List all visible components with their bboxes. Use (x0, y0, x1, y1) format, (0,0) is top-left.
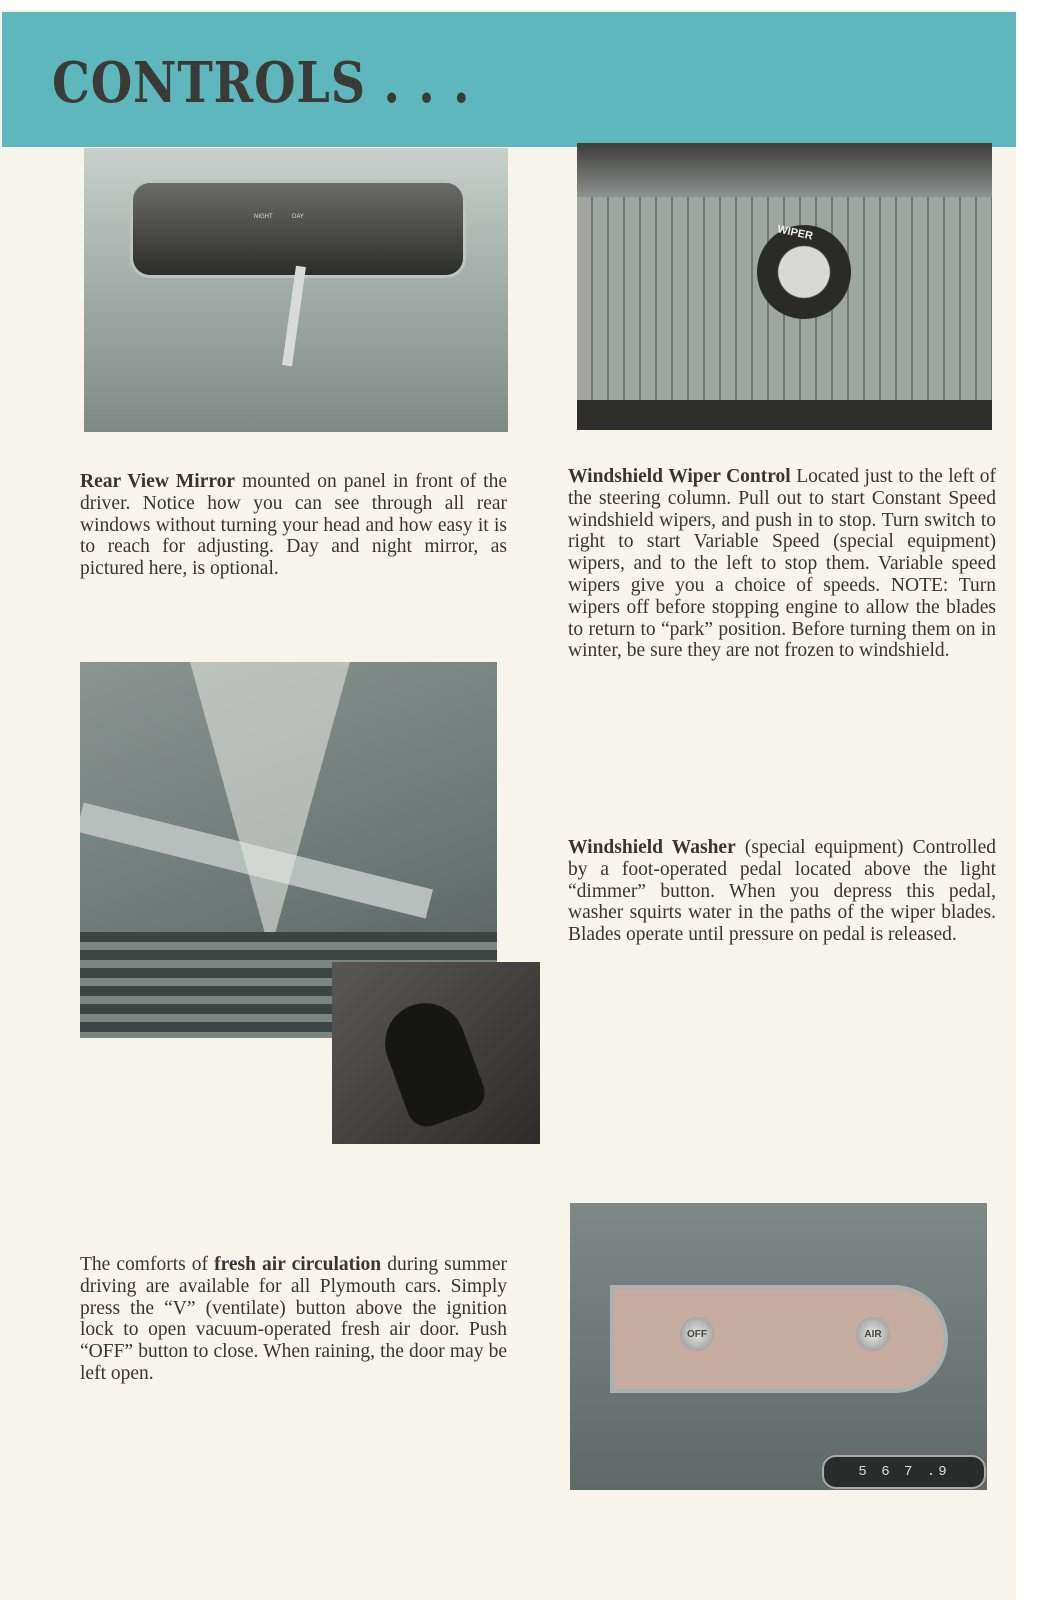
vent-panel (610, 1285, 948, 1393)
wiper-paragraph (568, 466, 996, 662)
air-button: AIR (856, 1317, 890, 1351)
fresh-air-heading: fresh air circulation (214, 1254, 382, 1275)
odometer: 5 6 7 .9 (822, 1455, 986, 1489)
wiper-heading: Windshield Wiper Control (568, 466, 791, 487)
fresh-air-intro: The comforts of (80, 1254, 215, 1275)
rear-view-mirror-photo (84, 148, 508, 432)
shoe-on-pedal (374, 992, 490, 1132)
washer-paragraph (568, 837, 996, 946)
dash-trim (577, 143, 992, 197)
page-top-edge (0, 0, 1037, 10)
wiper-body: Located just to the left of the steering column. Pull out to start Constant Speed windshield wipers, and push in to stop. Turn switch to right to start Variable Speed (special equipment) wipers, and to the left to stop them. Variable speed wipers give you a choice of speeds. NOTE: Turn wipers off before stopping engine to allow the blades to return to “park” position. Before turning them on in winter, be sure they are not frozen to windshield. (568, 466, 996, 662)
off-button: OFF (680, 1317, 714, 1351)
fresh-air-control-photo (570, 1203, 987, 1490)
washer-spray (190, 662, 350, 952)
rear-mirror-body: mounted on panel in front of the driver. Notice how you can see through all rear windows without turning your head and how easy it is to reach for adjusting. Day and night mirror, as pictured here, is optional. (80, 471, 508, 580)
mirror-day-label: DAY (292, 214, 304, 220)
rear-mirror-paragraph (80, 471, 507, 580)
washer-pedal-photo (332, 962, 540, 1144)
washer-body: (special equipment) Controlled by a foot-operated pedal located above the light “dimmer” button. When you depress this pedal, washer squirts water in the paths of the wiper blades. Blades operate until pressure on pedal is released. (568, 837, 996, 946)
dash-bottom (577, 400, 992, 430)
wiper-control-photo (577, 143, 992, 430)
rear-mirror-heading: Rear View Mirror (80, 471, 236, 492)
wiper-knob-label: WIPER (776, 223, 814, 243)
washer-heading: Windshield Washer (568, 837, 736, 858)
fresh-air-body: during summer driving are available for all Plymouth cars. Simply press the “V” (ventilate) button above the ignition lock to open vacuum-operated fresh air door. Push “OFF” button to close. When raining, the door may be left open. (80, 1254, 507, 1384)
fresh-air-paragraph (80, 1254, 507, 1385)
mirror-stem (282, 266, 306, 366)
mirror-night-label: NIGHT (254, 214, 273, 220)
mirror-shape (130, 180, 466, 278)
page-right-edge (1016, 0, 1037, 1600)
page-title: CONTROLS . . . (52, 50, 471, 116)
